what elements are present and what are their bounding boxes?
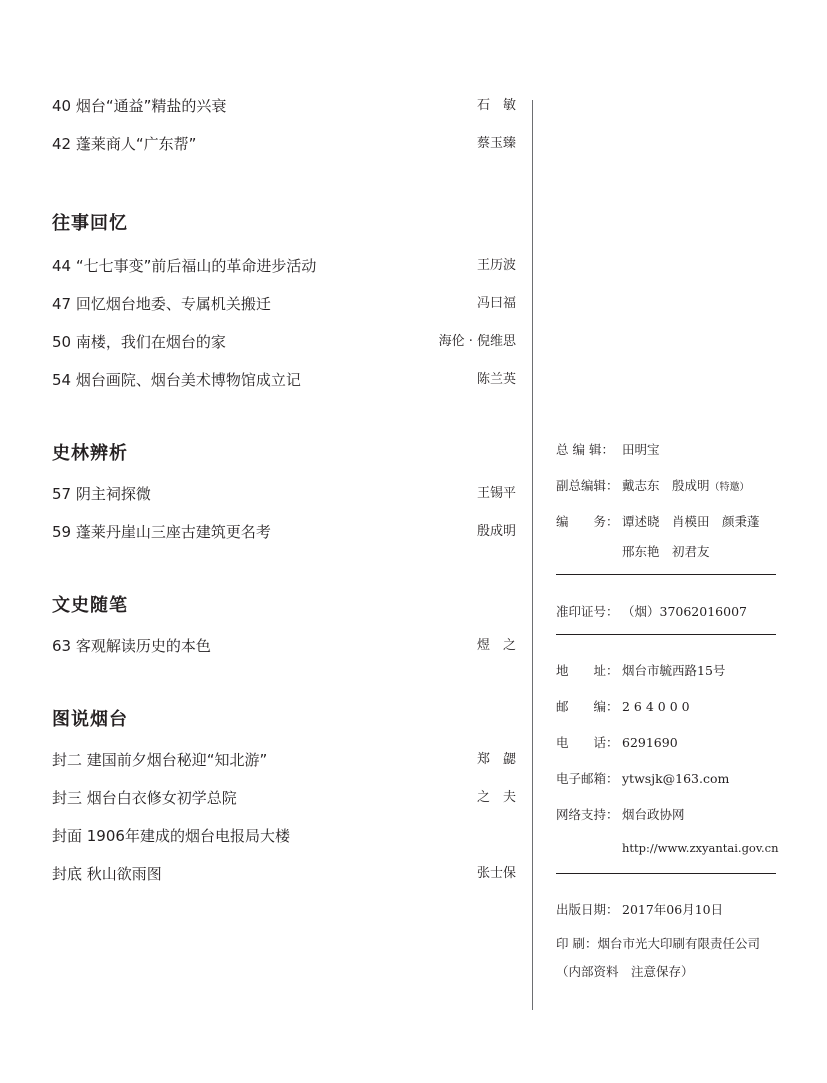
entry-title: 47 回忆烟台地委、专属机关搬迁 bbox=[52, 295, 271, 313]
web-support-row bbox=[556, 805, 796, 841]
section-history-analysis bbox=[52, 442, 522, 560]
entry-author: 陈兰英 bbox=[476, 372, 516, 387]
staff-label: 编 务： bbox=[556, 514, 619, 529]
web-support-value: 烟台政协网 bbox=[622, 807, 685, 822]
entry-title: 封三 烟台白衣修女初学总院 bbox=[52, 789, 237, 807]
section-heading: 图说烟台 bbox=[52, 709, 128, 730]
email-link[interactable]: ytwsjk@163.com bbox=[622, 771, 730, 786]
section-essays bbox=[52, 594, 522, 674]
publish-date-label: 出版日期： bbox=[556, 902, 619, 917]
entry-title: 42 蓬莱商人“广东帮” bbox=[52, 135, 197, 153]
section-illustrated-yantai bbox=[52, 708, 522, 902]
publish-date-row bbox=[556, 900, 796, 934]
toc-entry[interactable] bbox=[52, 788, 522, 826]
toc-entry[interactable] bbox=[52, 332, 522, 370]
printer-value: 烟台市光大印刷有限责任公司 bbox=[597, 936, 760, 951]
toc-entry[interactable] bbox=[52, 370, 522, 408]
toc-entry[interactable] bbox=[52, 826, 522, 864]
divider-rule bbox=[556, 634, 776, 635]
email-label: 电子邮箱： bbox=[556, 771, 619, 786]
entry-author: 蔡玉臻 bbox=[476, 136, 516, 151]
internal-note: （内部资料 注意保存） bbox=[556, 964, 694, 979]
toc-entry[interactable] bbox=[52, 864, 522, 902]
phone-row bbox=[556, 733, 796, 769]
entry-title: 57 阴主祠探微 bbox=[52, 485, 151, 503]
column-divider bbox=[532, 100, 533, 1010]
entry-title: 54 烟台画院、烟台美术博物馆成立记 bbox=[52, 371, 301, 389]
entry-author: 殷成明 bbox=[476, 524, 516, 539]
entry-author: 王历波 bbox=[476, 258, 516, 273]
printer-row bbox=[556, 934, 796, 962]
postcode-row bbox=[556, 697, 796, 733]
entry-author: 海伦 · 倪维思 bbox=[438, 334, 516, 349]
staff-row-continued bbox=[556, 542, 796, 572]
phone-value: 6291690 bbox=[622, 735, 678, 750]
entry-author: 郑 勰 bbox=[476, 752, 516, 767]
permit-label: 准印证号： bbox=[556, 604, 619, 619]
address-row bbox=[556, 661, 796, 697]
web-support-label: 网络支持： bbox=[556, 807, 619, 822]
phone-label: 电 话： bbox=[556, 735, 619, 750]
permit-value: （烟）37062016007 bbox=[622, 604, 747, 619]
website-link[interactable]: http://www.zxyantai.gov.cn bbox=[622, 841, 779, 855]
section-memories bbox=[52, 212, 522, 408]
deputy-editor-row bbox=[556, 476, 796, 512]
entry-title: 封二 建国前夕烟台秘迎“知北游” bbox=[52, 751, 268, 769]
toc-entry[interactable] bbox=[52, 750, 522, 788]
entry-author: 张士保 bbox=[476, 866, 516, 881]
entry-author: 之 夫 bbox=[476, 790, 516, 805]
entry-title: 40 烟台“通益”精盐的兴衰 bbox=[52, 97, 227, 115]
entry-author: 煜 之 bbox=[476, 638, 516, 653]
staff-value-line-1: 谭述晓 肖模田 颜秉蓬 bbox=[622, 514, 760, 529]
toc-entry[interactable] bbox=[52, 134, 522, 172]
editor-row bbox=[556, 440, 796, 476]
divider-rule bbox=[556, 873, 776, 874]
toc-entry[interactable] bbox=[52, 522, 522, 560]
permit-row bbox=[556, 602, 796, 622]
deputy-editor-label: 副总编辑： bbox=[556, 478, 619, 493]
staff-value-line-2: 邢东艳 初君友 bbox=[622, 544, 710, 559]
toc-entry[interactable] bbox=[52, 256, 522, 294]
entry-title: 44 “七七事变”前后福山的革命进步活动 bbox=[52, 257, 317, 275]
masthead bbox=[556, 440, 796, 986]
entry-title: 63 客观解读历史的本色 bbox=[52, 637, 211, 655]
editor-value: 田明宝 bbox=[622, 442, 660, 457]
postcode-value: 2 6 4 0 0 0 bbox=[622, 699, 690, 714]
entry-author: 冯曰福 bbox=[476, 296, 516, 311]
table-of-contents bbox=[52, 96, 522, 902]
staff-row bbox=[556, 512, 796, 542]
address-label: 地 址： bbox=[556, 663, 619, 678]
entry-author: 石 敏 bbox=[476, 98, 516, 113]
internal-note-row bbox=[556, 962, 796, 986]
section-heading: 史林辨析 bbox=[52, 443, 128, 464]
postcode-label: 邮 编： bbox=[556, 699, 619, 714]
website-row bbox=[556, 841, 796, 865]
section-heading: 往事回忆 bbox=[52, 213, 128, 234]
section-heading: 文史随笔 bbox=[52, 595, 128, 616]
toc-entry[interactable] bbox=[52, 96, 522, 134]
address-value: 烟台市毓西路15号 bbox=[622, 663, 726, 678]
entry-title: 封底 秋山欲雨图 bbox=[52, 865, 162, 883]
toc-entry[interactable] bbox=[52, 484, 522, 522]
deputy-editor-note: （特邀） bbox=[709, 482, 750, 493]
entry-title: 59 蓬莱丹崖山三座古建筑更名考 bbox=[52, 523, 271, 541]
deputy-editor-value: 戴志东 殷成明 bbox=[622, 478, 710, 493]
entry-author: 王锡平 bbox=[476, 486, 516, 501]
entry-title: 50 南楼，我们在烟台的家 bbox=[52, 333, 226, 351]
divider-rule bbox=[556, 574, 776, 575]
printer-label: 印 刷： bbox=[556, 936, 598, 951]
entry-title: 封面 1906年建成的烟台电报局大楼 bbox=[52, 827, 290, 845]
email-row bbox=[556, 769, 796, 805]
publish-date-value: 2017年06月10日 bbox=[622, 902, 724, 917]
toc-top-group bbox=[52, 96, 522, 172]
toc-entry[interactable] bbox=[52, 294, 522, 332]
editor-label: 总 编 辑： bbox=[556, 442, 614, 457]
toc-entry[interactable] bbox=[52, 636, 522, 674]
